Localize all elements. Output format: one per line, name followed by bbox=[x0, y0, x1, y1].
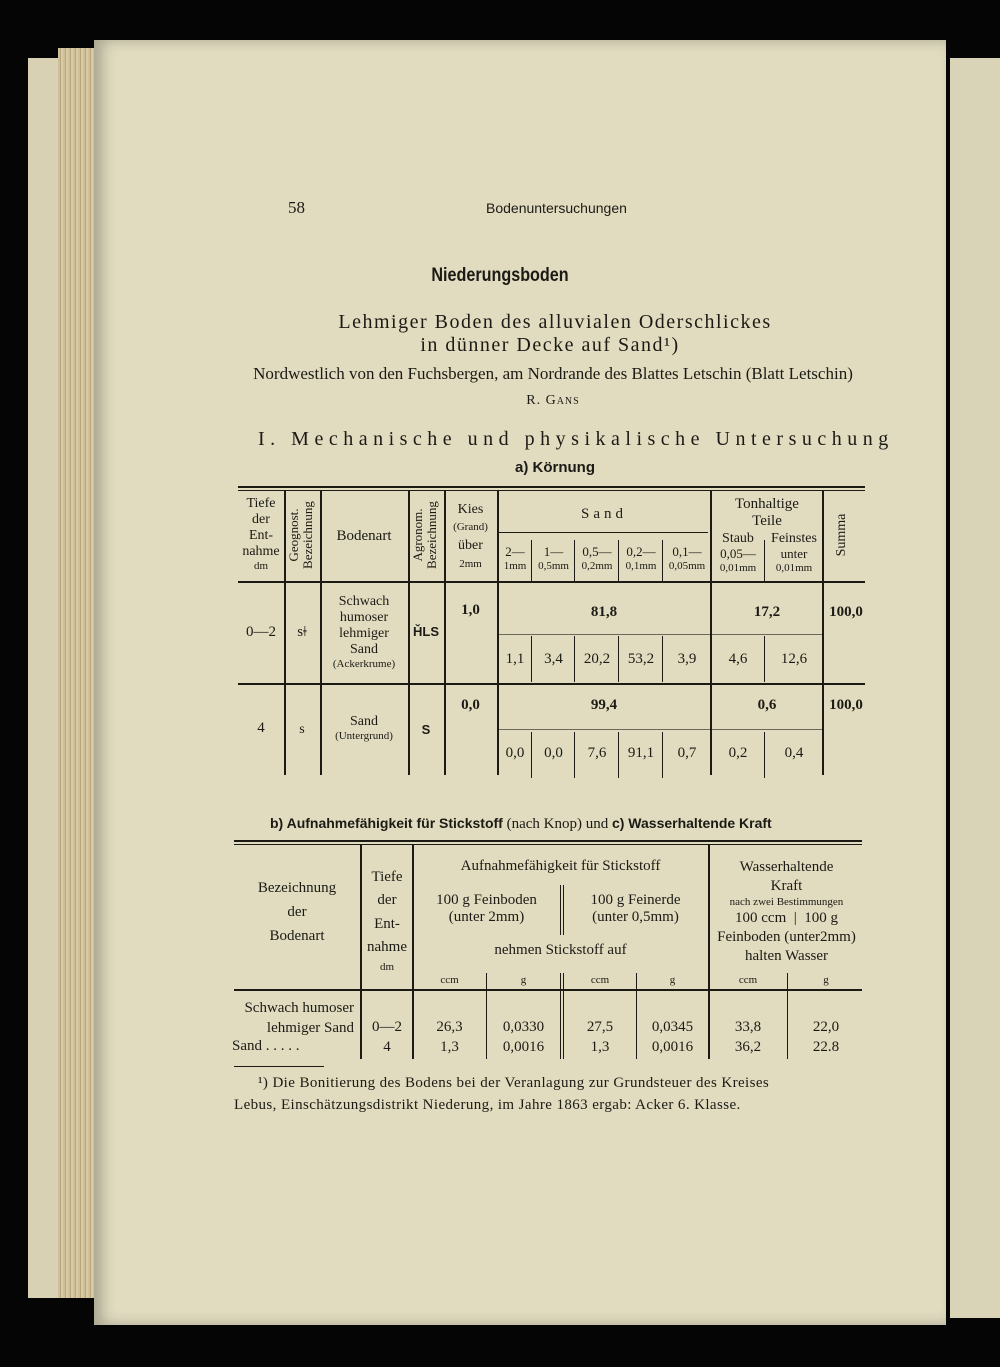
t2-r1-v5: 33,8 bbox=[734, 1019, 762, 1035]
right-page-edge bbox=[950, 58, 1000, 1318]
footnote-line-2: Lebus, Einschätzungsdistrikt Niederung, im Jahre 1863 ergab: Acker 6. Klasse. bbox=[234, 1097, 741, 1113]
hdr-bodenart: Bodenart bbox=[336, 528, 392, 544]
hdr-sand-col-1: 2— 1mm bbox=[503, 544, 527, 572]
running-head: Bodenuntersuchungen bbox=[486, 200, 627, 216]
hdr-summa: Summa bbox=[834, 513, 849, 557]
t2-r1-v2: 0,0330 bbox=[502, 1019, 545, 1035]
footnote-line-1: ¹) Die Bonitierung des Bodens bei der Veranlagung zur Grundsteuer des Kreises bbox=[258, 1075, 770, 1091]
hdr-depth: Tiefe der Ent- nahme dm bbox=[242, 496, 280, 573]
r2-kies: 0,0 bbox=[461, 697, 480, 713]
location: Nordwestlich von den Fuchsbergen, am Nordrande des Blattes Letschin (Blatt Letschin) bbox=[253, 364, 853, 383]
t2-hdr-nehmen: nehmen Stickstoff auf bbox=[494, 942, 627, 958]
r1-sand-2: 3,4 bbox=[544, 651, 563, 667]
r1-summa: 100,0 bbox=[829, 604, 863, 620]
t2-r2-depth: 4 bbox=[383, 1039, 391, 1055]
r1-ton-total: 17,2 bbox=[753, 604, 781, 620]
r1-bodenart: Schwach humoser lehmiger Sand (Ackerkrume) bbox=[332, 594, 396, 671]
r2-agronom: S bbox=[421, 722, 431, 737]
t2-r1-name: Schwach humoser lehmiger Sand bbox=[244, 1000, 354, 1037]
r2-sand-total: 99,4 bbox=[590, 697, 618, 713]
hdr-sand-col-4: 0,2— 0,1mm bbox=[625, 544, 657, 572]
t2-r2-v4: 0,0016 bbox=[651, 1039, 694, 1055]
r1-sand-4: 53,2 bbox=[627, 651, 655, 667]
r1-sand-total: 81,8 bbox=[590, 604, 618, 620]
t2-hdr-wasser: Wasserhaltende Kraft nach zwei Bestimmungen 100 ccm | 100 g Feinboden (unter2mm) halten Wasser bbox=[717, 859, 856, 964]
t2-hdr-bezeichnung: Bezeichnung der Bodenart bbox=[257, 880, 337, 944]
title-line-1: Lehmiger Boden des alluvialen Oderschlickes bbox=[338, 311, 772, 333]
t2-r1-v4: 0,0345 bbox=[651, 1019, 694, 1035]
r2-sand-5: 0,7 bbox=[677, 745, 697, 761]
t2-unit-5: ccm bbox=[738, 974, 758, 986]
r1-sand-3: 20,2 bbox=[583, 651, 611, 667]
hdr-ton: Tonhaltige Teile bbox=[735, 496, 799, 530]
t2-r2-v3: 1,3 bbox=[590, 1039, 610, 1055]
t2-unit-1: ccm bbox=[440, 974, 459, 986]
r2-sand-1: 0,0 bbox=[505, 745, 525, 761]
hdr-agronom: Agronom. Bezeichnung bbox=[410, 501, 440, 569]
r2-depth: 4 bbox=[257, 720, 265, 736]
t2-r2-v5: 36,2 bbox=[734, 1039, 762, 1055]
r1-geognost: sǂ bbox=[297, 624, 307, 640]
t2-hdr-feinerde: 100 g Feinerde (unter 0,5mm) bbox=[590, 892, 681, 926]
t2-hdr-aufnahme: Aufnahmefähigkeit für Stickstoff bbox=[460, 858, 661, 874]
hdr-sand: Sand bbox=[581, 506, 627, 522]
r2-sand-2: 0,0 bbox=[544, 745, 563, 761]
t2-r1-v6: 22,0 bbox=[812, 1019, 840, 1035]
r1-agronom: ȞLS bbox=[413, 624, 439, 639]
t2-r2-v2: 0,0016 bbox=[502, 1039, 545, 1055]
r2-sand-4: 91,1 bbox=[627, 745, 655, 761]
r1-sand-5: 3,9 bbox=[677, 651, 697, 667]
r1-sand-1: 1,1 bbox=[505, 651, 525, 667]
t2-r2-v6: 22.8 bbox=[812, 1039, 840, 1055]
hdr-sand-col-3: 0,5— 0,2mm bbox=[581, 544, 613, 572]
t2-hdr-depth: Tiefe der Ent- nahme dm bbox=[367, 869, 407, 973]
hdr-ton-staub: Staub 0,05— 0,01mm bbox=[719, 531, 757, 575]
title-line-2: in dünner Decke auf Sand¹) bbox=[420, 334, 680, 356]
t2-unit-6: g bbox=[823, 974, 829, 986]
author: R. Gans bbox=[526, 393, 580, 408]
page-number: 58 bbox=[288, 198, 305, 217]
t2-unit-3: ccm bbox=[590, 974, 610, 986]
t2-r2-v1: 1,3 bbox=[440, 1039, 459, 1055]
hdr-sand-col-5: 0,1— 0,05mm bbox=[668, 544, 706, 572]
hdr-geognost: Geognost. Bezeichnung bbox=[286, 501, 316, 569]
r1-ton-feinstes: 12,6 bbox=[780, 651, 808, 667]
t2-unit-4: g bbox=[669, 974, 676, 986]
r2-sand-3: 7,6 bbox=[587, 745, 607, 761]
r2-summa: 100,0 bbox=[829, 697, 863, 713]
hdr-ton-feinstes: Feinstes unter 0,01mm bbox=[771, 531, 817, 575]
r2-bodenart: Sand (Untergrund) bbox=[335, 714, 393, 743]
t2-r1-v1: 26,3 bbox=[436, 1019, 463, 1035]
t2-r2-name: Sand . . . . . bbox=[232, 1038, 300, 1054]
t2-r1-v3: 27,5 bbox=[586, 1019, 614, 1035]
t2-unit-2: g bbox=[520, 974, 527, 986]
section-1-title: I. Mechanische und physikalische Untersuchung bbox=[258, 428, 894, 450]
r2-ton-staub: 0,2 bbox=[728, 745, 748, 761]
t2-r1-depth: 0—2 bbox=[372, 1019, 402, 1035]
footnote-rule bbox=[234, 1066, 324, 1067]
subsection-a: a) Körnung bbox=[515, 459, 595, 476]
t2-hdr-feinboden: 100 g Feinboden (unter 2mm) bbox=[436, 892, 537, 926]
r2-ton-feinstes: 0,4 bbox=[784, 745, 804, 761]
hdr-kies: Kies (Grand) über 2mm bbox=[453, 502, 488, 570]
r1-depth: 0—2 bbox=[246, 624, 276, 640]
hdr-sand-col-2: 1— 0,5mm bbox=[538, 544, 569, 572]
r2-geognost: s bbox=[299, 722, 305, 737]
section-bc-title: b) Aufnahmefähigkeit für Stickstoff (nach Knop) und c) Wasserhaltende Kraft bbox=[270, 815, 772, 832]
r1-kies: 1,0 bbox=[461, 602, 480, 618]
r2-ton-total: 0,6 bbox=[757, 697, 777, 713]
heading: Niederungsboden bbox=[431, 265, 569, 286]
r1-ton-staub: 4,6 bbox=[728, 651, 748, 667]
